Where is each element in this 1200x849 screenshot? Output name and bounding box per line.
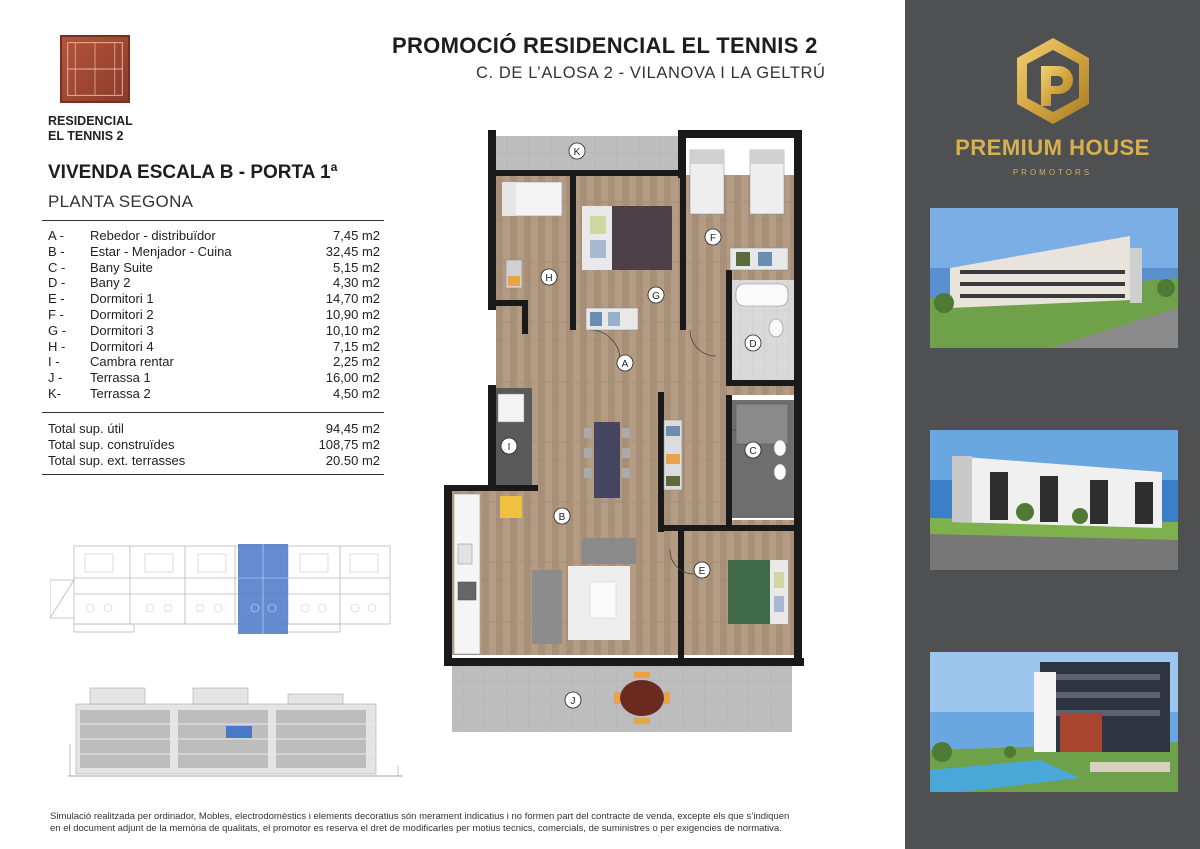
- elevation-highlight: [226, 726, 252, 738]
- room-area: 4,50 m2: [333, 385, 380, 401]
- total-row: [48, 421, 380, 437]
- room-name: Rebedor - distribuïdor: [90, 228, 216, 243]
- room-row: [48, 354, 380, 370]
- room-name: Dormitori 4: [90, 338, 154, 354]
- label-f: [705, 229, 721, 245]
- render-photo-1: [930, 208, 1178, 348]
- page-title: PROMOCIÓ RESIDENCIAL EL TENNIS 2: [392, 33, 818, 58]
- total-label: Total sup. ext. terrasses: [48, 453, 186, 468]
- svg-text:H: H: [545, 273, 553, 284]
- label-b: [554, 508, 570, 524]
- room-name: Dormitori 2: [90, 306, 154, 322]
- label-i: [501, 438, 517, 454]
- room-row: [48, 307, 380, 323]
- svg-text:A: A: [621, 359, 629, 370]
- page-subtitle: C. DE L’ALOSA 2 - VILANOVA I LA GELTRÚ: [476, 64, 826, 82]
- room-area: 5,15 m2: [333, 259, 380, 275]
- floor-plan: [440, 130, 805, 740]
- totals-list: [48, 421, 380, 469]
- svg-text:E: E: [698, 566, 706, 577]
- room-area: 7,45 m2: [333, 228, 380, 243]
- apartment-title: VIVENDA ESCALA B - PORTA 1ª: [48, 162, 338, 183]
- total-value: 20.50 m2: [325, 453, 380, 468]
- svg-text:I: I: [507, 442, 511, 453]
- tennis-court-icon: [62, 37, 128, 101]
- svg-text:G: G: [652, 291, 660, 302]
- dining-table: [594, 422, 620, 498]
- room-code: H -: [48, 338, 66, 354]
- room-row: [48, 370, 380, 386]
- svg-text:F: F: [709, 233, 717, 244]
- label-j: [565, 692, 581, 708]
- room-code: C -: [48, 259, 66, 275]
- elevation-drawing: [68, 684, 403, 784]
- room-name: Estar - Menjador - Cuina: [90, 243, 232, 259]
- svg-text:K: K: [573, 147, 581, 158]
- room-name: Cambra rentar: [90, 354, 174, 370]
- room-area: 4,30 m2: [333, 275, 380, 291]
- label-a: [617, 355, 633, 371]
- room-name: Terrassa 2: [90, 385, 151, 401]
- terrace-k: [492, 136, 678, 172]
- key-plan: [50, 538, 395, 638]
- disclaimer-line-2: en el document adjunt de la memòria de qualitats, el promotor es reserva el dret de modificarles per motius tecnics, comercials, de suministres o per exigencies de normativa.: [50, 823, 782, 834]
- svg-text:C: C: [749, 446, 757, 457]
- room-code: G -: [48, 322, 67, 338]
- brand-panel: [905, 0, 1200, 849]
- room-row: [48, 275, 380, 291]
- room-area: 7,15 m2: [333, 338, 380, 354]
- room-code: F -: [48, 306, 64, 322]
- total-value: 94,45 m2: [325, 421, 380, 436]
- total-label: Total sup. útil: [48, 421, 124, 436]
- premium-house-logo-icon: [1013, 36, 1093, 126]
- total-row: [48, 437, 380, 453]
- room-code: D -: [48, 275, 66, 291]
- room-row: [48, 386, 380, 402]
- disclaimer: [50, 811, 810, 835]
- residencial-logo-mark: [60, 35, 130, 103]
- room-row: [48, 291, 380, 307]
- label-g: [648, 287, 664, 303]
- room-list: [48, 228, 380, 402]
- room-code: B -: [48, 243, 65, 259]
- divider-top: [42, 220, 384, 221]
- room-area: 10,90 m2: [325, 306, 380, 322]
- building-render-2: [930, 430, 1178, 570]
- logo-line-2: EL TENNIS 2: [48, 129, 124, 143]
- brand-name: PREMIUM HOUSE: [955, 135, 1150, 160]
- room-row: [48, 260, 380, 276]
- apartment-floor: PLANTA SEGONA: [48, 192, 194, 211]
- label-h: [541, 269, 557, 285]
- label-c: [745, 442, 761, 458]
- building-render-3: [930, 652, 1178, 792]
- svg-text:B: B: [558, 512, 566, 523]
- label-k: [569, 143, 585, 159]
- room-code: J -: [48, 370, 63, 386]
- render-photo-2: [930, 430, 1178, 570]
- divider-middle: [42, 412, 384, 413]
- room-row: [48, 244, 380, 260]
- room-area: 32,45 m2: [325, 243, 380, 259]
- room-area: 2,25 m2: [333, 354, 380, 370]
- render-photo-3: [930, 652, 1178, 792]
- brand-tagline: PROMOTORS: [1012, 168, 1093, 177]
- label-e: [694, 562, 710, 578]
- total-value: 108,75 m2: [318, 437, 380, 452]
- room-name: Dormitori 1: [90, 291, 154, 307]
- room-row: [48, 323, 380, 339]
- label-d: [745, 335, 761, 351]
- logo-line-1: RESIDENCIAL: [48, 114, 133, 128]
- divider-bottom: [42, 474, 384, 475]
- room-name: Terrassa 1: [90, 370, 151, 386]
- svg-text:D: D: [749, 339, 757, 350]
- room-name: Bany Suite: [90, 259, 153, 275]
- room-area: 14,70 m2: [325, 291, 380, 307]
- residencial-logo-text: [48, 114, 133, 144]
- building-elevation: [68, 684, 403, 784]
- room-code: K-: [48, 385, 61, 401]
- room-name: Dormitori 3: [90, 322, 154, 338]
- floor-plan-drawing: [440, 130, 805, 740]
- room-code: E -: [48, 291, 65, 307]
- room-code: I -: [48, 354, 60, 370]
- building-render-1: [930, 208, 1178, 348]
- total-label: Total sup. construïdes: [48, 437, 175, 452]
- total-row: [48, 453, 380, 469]
- key-plan-drawing: [50, 538, 395, 638]
- room-code: A -: [48, 228, 64, 243]
- room-row: [48, 228, 380, 244]
- disclaimer-line-1: Simulació realitzada per ordinador, Mobles, electrodomèstics i elements decoratius són merament indicatius i no formen part del contracte de venda, excepte els que s’indiquen: [50, 811, 790, 822]
- room-name: Bany 2: [90, 275, 131, 291]
- room-area: 16,00 m2: [325, 370, 380, 386]
- room-area: 10,10 m2: [325, 322, 380, 338]
- svg-text:J: J: [570, 696, 576, 707]
- room-row: [48, 339, 380, 355]
